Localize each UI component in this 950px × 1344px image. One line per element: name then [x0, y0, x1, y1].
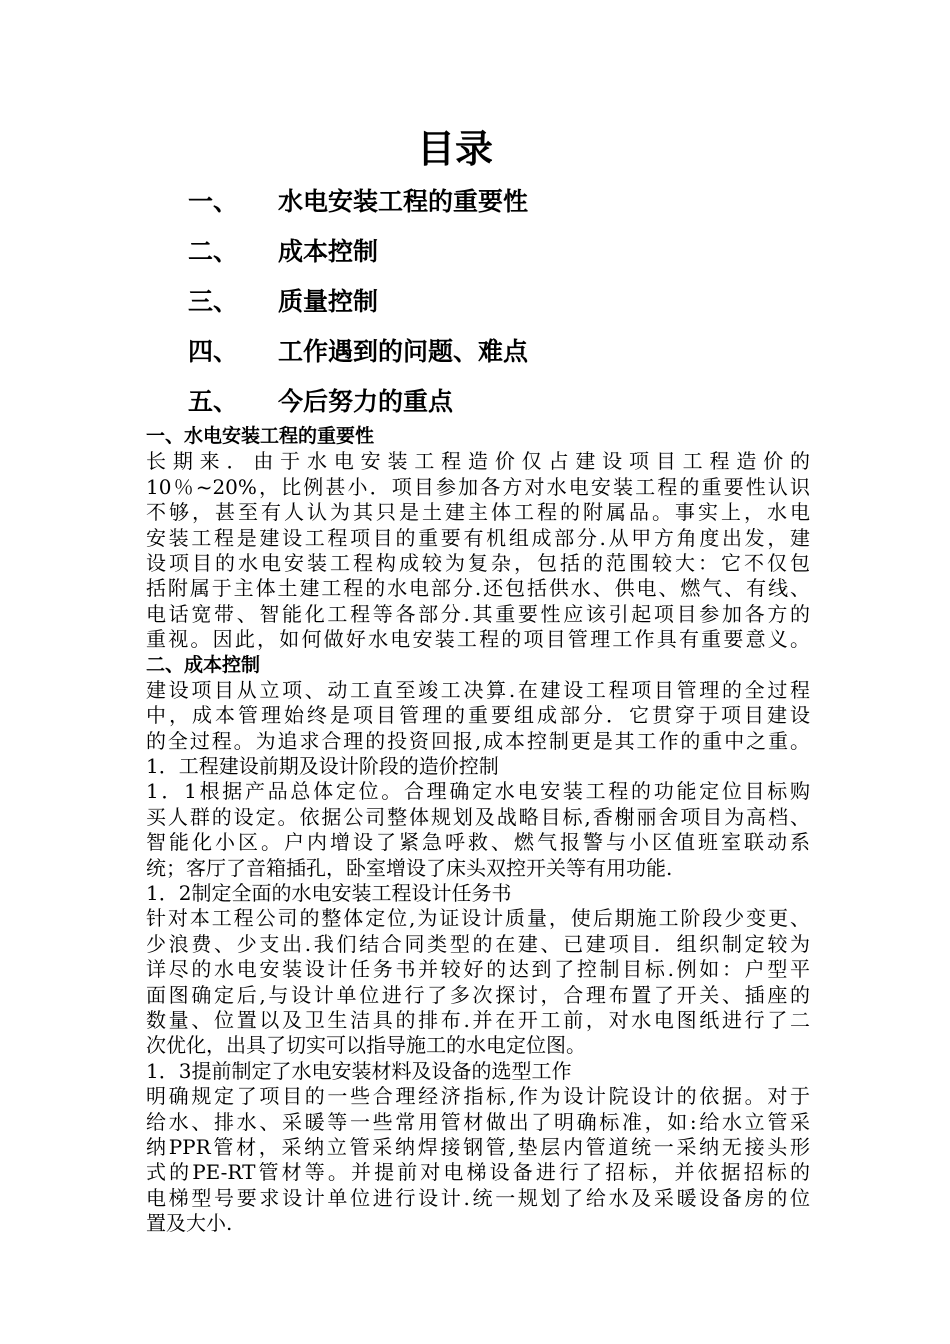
paragraph-line: 式的PE-RT管材等。并提前对电梯设备进行了招标，并依据招标的	[146, 1160, 810, 1185]
paragraph-line: 详尽的水电安装设计任务书并较好的达到了控制目标.例如：户型平	[146, 957, 810, 982]
paragraph-line: 10％~20%，比例甚小．项目参加各方对水电安装工程的重要性认识	[146, 474, 810, 499]
toc-item-label: 工作遇到的问题、难点	[278, 337, 529, 366]
subsection-heading: 1．工程建设前期及设计阶段的造价控制	[146, 754, 499, 779]
toc-item-label: 水电安装工程的重要性	[278, 187, 529, 216]
paragraph-line: 不够，甚至有人认为其只是土建主体工程的附属品。事实上，水电	[146, 500, 810, 525]
paragraph-line: 重视。因此，如何做好水电安装工程的项目管理工作具有重要意义。	[146, 627, 810, 652]
toc-item	[188, 327, 808, 377]
subsection-heading: 1．2制定全面的水电安装工程设计任务书	[146, 881, 512, 906]
toc-title: 目录	[416, 126, 493, 171]
paragraph-line: 少浪费、少支出.我们结合同类型的在建、已建项目．组织制定较为	[146, 931, 810, 956]
toc-item-label: 今后努力的重点	[278, 387, 454, 416]
paragraph-line: 1．1根据产品总体定位。合理确定水电安装工程的功能定位目标购	[146, 779, 810, 804]
paragraph-line: 置及大小.	[146, 1211, 233, 1236]
paragraph-line: 电话宽带、智能化工程等各部分.其重要性应该引起项目参加各方的	[146, 601, 810, 626]
paragraph-line: 中，成本管理始终是项目管理的重要组成部分．它贯穿于项目建设	[146, 703, 810, 728]
subsection-heading: 1．3提前制定了水电安装材料及设备的选型工作	[146, 1058, 572, 1083]
paragraph-line: 电梯型号要求设计单位进行设计.统一规划了给水及采暖设备房的位	[146, 1185, 810, 1210]
paragraph-line: 智能化小区。户内增设了紧急呼救、燃气报警与小区值班室联动系	[146, 830, 810, 855]
paragraph-line: 安装工程是建设工程项目的重要有机组成部分.从甲方角度出发，建	[146, 525, 810, 550]
paragraph-line: 纳PPR管材，采纳立管采纳焊接钢管,垫层内管道统一采纳无接头形	[146, 1134, 810, 1159]
paragraph-line: 长期来．由于水电安装工程造价仅占建设项目工程造价的	[146, 449, 810, 474]
paragraph-line: 设项目的水电安装工程构成较为复杂，包括的范围较大：它不仅包	[146, 550, 810, 575]
paragraph-line: 建设项目从立项、动工直至竣工决算.在建设工程项目管理的全过程	[146, 677, 810, 702]
paragraph-line: 数量、位置以及卫生洁具的排布.并在开工前，对水电图纸进行了二	[146, 1007, 810, 1032]
paragraph-line: 统；客厅了音箱插孔，卧室增设了床头双控开关等有用功能.	[146, 855, 673, 880]
paragraph-line: 的全过程。为追求合理的投资回报,成本控制更是其工作的重中之重。	[146, 728, 810, 753]
paragraph-line: 买人群的设定。依据公司整体规划及战略目标,香榭丽舍项目为高档、	[146, 804, 810, 829]
section-heading-cost-control: 二、成本控制	[146, 653, 261, 676]
toc-item-number: 四、	[188, 337, 239, 366]
paragraph-line: 给水、排水、采暖等一些常用管材做出了明确标准，如:给水立管采	[146, 1109, 810, 1134]
paragraph-line: 明确规定了项目的一些合理经济指标,作为设计院设计的依据。对于	[146, 1084, 810, 1109]
toc-item-number: 二、	[188, 237, 239, 266]
document-body	[146, 424, 810, 1237]
toc-item-number: 三、	[188, 287, 239, 316]
toc-item	[188, 177, 808, 227]
toc-item	[188, 377, 808, 427]
table-of-contents	[188, 177, 808, 427]
toc-item-number: 五、	[188, 387, 239, 416]
toc-item-label: 成本控制	[278, 237, 379, 266]
paragraph-line: 次优化，出具了切实可以指导施工的水电定位图。	[146, 1033, 586, 1058]
paragraph-line: 面图确定后,与设计单位进行了多次探讨，合理布置了开关、插座的	[146, 982, 810, 1007]
paragraph-line: 针对本工程公司的整体定位,为证设计质量，使后期施工阶段少变更、	[146, 906, 810, 931]
toc-item-label: 质量控制	[278, 287, 379, 316]
paragraph-line: 括附属于主体土建工程的水电部分.还包括供水、供电、燃气、有线、	[146, 576, 810, 601]
section-heading-importance: 一、水电安装工程的重要性	[146, 425, 375, 447]
toc-item-number: 一、	[188, 187, 239, 216]
toc-item	[188, 227, 808, 277]
toc-item	[188, 277, 808, 327]
